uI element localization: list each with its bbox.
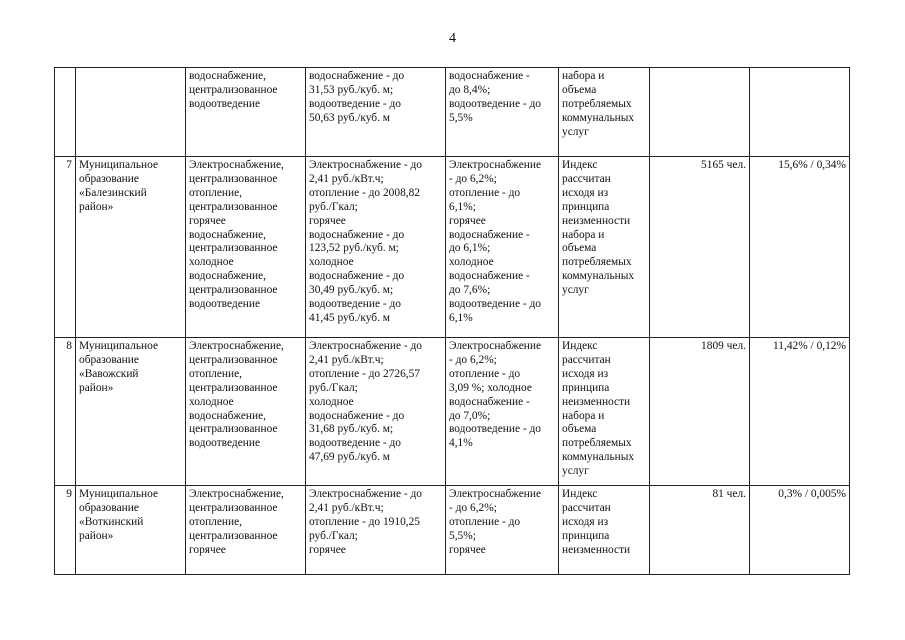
cell-text-line: горячее: [189, 214, 226, 227]
cell-text-line: коммунальных: [562, 451, 635, 464]
cell-text-line: 30,49 руб./куб. м;: [309, 284, 394, 297]
services-cell: [186, 157, 306, 338]
cell-text-line: Муниципальное: [79, 159, 159, 171]
population-cell: [650, 157, 750, 338]
cell-text-line: 6,1%: [449, 311, 473, 324]
cell-text-line: Индекс: [562, 159, 598, 171]
cell-text-line: до 7,0%;: [449, 409, 491, 422]
cell-text-line: 31,68 руб./куб. м;: [309, 423, 394, 436]
cell-text-line: 5,5%;: [449, 529, 476, 542]
cell-text-line: услуг: [562, 465, 589, 478]
population-cell: [650, 68, 750, 157]
municipality-cell: [76, 486, 186, 575]
cell-text-line: руб./Гкал;: [309, 381, 358, 394]
cell-text-line: водоснабжение -: [449, 70, 530, 82]
cell-text-line: водоотведение - до: [309, 298, 401, 311]
cell-text-line: горячее: [309, 543, 346, 556]
cell-text-line: отопление - до: [449, 186, 521, 199]
cell-text-line: набора и: [562, 70, 605, 82]
cell-text-line: рассчитан: [562, 353, 611, 366]
cell-text-line: водоснабжение -: [449, 270, 530, 283]
justification-cell: [559, 157, 650, 338]
cell-text-line: холодное: [309, 256, 354, 269]
indices-cell: [446, 486, 559, 575]
cell-text-line: коммунальных: [562, 270, 635, 283]
cell-text-line: централизованное: [189, 423, 278, 436]
cell-text-line: горячее: [309, 214, 346, 227]
cell-text-line: неизменности: [562, 214, 631, 227]
cell-text-line: отопление,: [189, 367, 242, 380]
cell-text-line: 47,69 руб./куб. м: [309, 451, 390, 464]
cell-text-line: Электроснабжение: [449, 340, 542, 352]
cell-text: 7: [66, 159, 72, 171]
share-cell: [750, 68, 850, 157]
cell-text-line: - до 6,2%;: [449, 353, 497, 366]
cell-text-line: район»: [79, 529, 114, 542]
cell-text-line: 6,1%;: [449, 200, 476, 213]
cell-text: 9: [66, 488, 72, 500]
tariffs-cell: [306, 68, 446, 157]
cell-text-line: принципа: [562, 200, 610, 213]
cell-text-line: 5,5%: [449, 111, 473, 124]
cell-text-line: водоснабжение,: [189, 228, 267, 241]
cell-text-line: отопление - до: [449, 515, 521, 528]
services-cell: [186, 338, 306, 486]
cell-text-line: Электроснабжение - до: [309, 159, 423, 171]
cell-text-line: рассчитан: [562, 172, 611, 185]
cell-text-line: Индекс: [562, 488, 598, 500]
cell-text-line: 3,09 %; холодное: [449, 381, 532, 394]
cell-text-line: «Балезинский: [79, 186, 147, 199]
share-cell: [750, 157, 850, 338]
cell-text-line: водоснабжение -: [449, 228, 530, 241]
cell-text-line: Электроснабжение: [449, 159, 542, 171]
cell-text-line: отопление,: [189, 186, 242, 199]
cell-text-line: централизованное: [189, 200, 278, 213]
cell-text-line: холодное: [189, 256, 234, 269]
share-cell: [750, 338, 850, 486]
cell-text-line: потребляемых: [562, 256, 632, 269]
cell-text-line: водоотведение - до: [309, 97, 401, 110]
table-row: [55, 338, 850, 486]
cell-text-line: коммунальных: [562, 111, 635, 124]
cell-text-line: централизованное: [189, 172, 278, 185]
cell-text: 5165 чел.: [701, 159, 746, 171]
cell-text-line: водоотведение: [189, 437, 260, 450]
table-row: [55, 157, 850, 338]
services-cell: [186, 486, 306, 575]
cell-text-line: исходя из: [562, 515, 609, 528]
cell-text-line: исходя из: [562, 186, 609, 199]
cell-text-line: рассчитан: [562, 501, 611, 514]
tariff-table: [54, 67, 850, 575]
cell-text-line: до 6,1%;: [449, 242, 491, 255]
cell-text-line: водоснабжение - до: [309, 270, 405, 283]
cell-text-line: водоотведение - до: [449, 423, 541, 436]
services-cell: [186, 68, 306, 157]
cell-text-line: 50,63 руб./куб. м: [309, 111, 390, 124]
cell-text: 11,42% / 0,12%: [773, 340, 846, 352]
cell-text-line: район»: [79, 381, 114, 394]
cell-text-line: водоснабжение - до: [309, 409, 405, 422]
cell-text-line: централизованное: [189, 381, 278, 394]
cell-text-line: Электроснабжение - до: [309, 340, 423, 352]
justification-cell: [559, 338, 650, 486]
justification-cell: [559, 486, 650, 575]
cell-text-line: до 8,4%;: [449, 83, 491, 96]
cell-text-line: услуг: [562, 125, 589, 138]
cell-text-line: 2,41 руб./кВт.ч;: [309, 353, 384, 366]
cell-text-line: водоснабжение - до: [309, 70, 405, 82]
share-cell: [750, 486, 850, 575]
cell-text-line: централизованное: [189, 353, 278, 366]
cell-text-line: централизованное: [189, 284, 278, 297]
cell-text-line: набора и: [562, 409, 605, 422]
cell-text: 81 чел.: [712, 488, 746, 500]
cell-text-line: водоснабжение -: [449, 395, 530, 408]
cell-text-line: Электроснабжение,: [189, 488, 284, 500]
cell-text-line: отопление,: [189, 515, 242, 528]
cell-text-line: водоотведение - до: [449, 97, 541, 110]
cell-text-line: 41,45 руб./куб. м: [309, 311, 390, 324]
cell-text: 1809 чел.: [701, 340, 746, 352]
cell-text-line: горячее: [449, 543, 486, 556]
row-number-cell: [55, 68, 76, 157]
cell-text-line: водоотведение - до: [309, 437, 401, 450]
cell-text-line: - до 6,2%;: [449, 501, 497, 514]
cell-text-line: централизованное: [189, 501, 278, 514]
cell-text-line: водоотведение - до: [449, 298, 541, 311]
cell-text-line: 123,52 руб./куб. м;: [309, 242, 399, 255]
cell-text-line: услуг: [562, 284, 589, 297]
population-cell: [650, 486, 750, 575]
cell-text-line: отопление - до: [449, 367, 521, 380]
table-row: [55, 486, 850, 575]
cell-text: 15,6% / 0,34%: [778, 159, 846, 171]
municipality-cell: [76, 68, 186, 157]
cell-text-line: централизованное: [189, 529, 278, 542]
cell-text-line: водоснабжение,: [189, 409, 267, 422]
population-cell: [650, 338, 750, 486]
cell-text-line: «Вавожский: [79, 367, 139, 380]
cell-text-line: принципа: [562, 529, 610, 542]
cell-text-line: холодное: [189, 395, 234, 408]
cell-text-line: 2,41 руб./кВт.ч;: [309, 501, 384, 514]
cell-text-line: потребляемых: [562, 437, 632, 450]
indices-cell: [446, 338, 559, 486]
cell-text-line: горячее: [189, 543, 226, 556]
cell-text-line: руб./Гкал;: [309, 529, 358, 542]
cell-text-line: до 7,6%;: [449, 284, 491, 297]
cell-text-line: набора и: [562, 228, 605, 241]
cell-text-line: Муниципальное: [79, 340, 159, 352]
indices-cell: [446, 68, 559, 157]
cell-text-line: принципа: [562, 381, 610, 394]
cell-text-line: 2,41 руб./кВт.ч;: [309, 172, 384, 185]
cell-text-line: - до 6,2%;: [449, 172, 497, 185]
cell-text-line: объема: [562, 423, 597, 436]
cell-text-line: исходя из: [562, 367, 609, 380]
cell-text-line: централизованное: [189, 83, 278, 96]
cell-text-line: водоотведение: [189, 298, 260, 311]
cell-text-line: образование: [79, 353, 139, 366]
cell-text-line: Электроснабжение,: [189, 340, 284, 352]
row-number-cell: [55, 486, 76, 575]
page-number: 4: [449, 31, 456, 46]
cell-text: 8: [66, 340, 72, 352]
table-row: [55, 68, 850, 157]
cell-text-line: район»: [79, 200, 114, 213]
cell-text-line: 4,1%: [449, 437, 473, 450]
row-number-cell: [55, 338, 76, 486]
municipality-cell: [76, 157, 186, 338]
cell-text-line: холодное: [309, 395, 354, 408]
tariffs-cell: [306, 486, 446, 575]
cell-text-line: отопление - до 2008,82: [309, 186, 420, 199]
cell-text-line: водоснабжение,: [189, 270, 267, 283]
cell-text-line: образование: [79, 172, 139, 185]
cell-text-line: отопление - до 1910,25: [309, 515, 420, 528]
cell-text-line: водоснабжение,: [189, 70, 267, 82]
tariffs-cell: [306, 338, 446, 486]
cell-text-line: Индекс: [562, 340, 598, 352]
cell-text-line: руб./Гкал;: [309, 200, 358, 213]
indices-cell: [446, 157, 559, 338]
justification-cell: [559, 68, 650, 157]
cell-text-line: неизменности: [562, 395, 631, 408]
cell-text-line: водоснабжение - до: [309, 228, 405, 241]
cell-text-line: Электроснабжение - до: [309, 488, 423, 500]
cell-text-line: образование: [79, 501, 139, 514]
cell-text-line: Электроснабжение,: [189, 159, 284, 171]
cell-text-line: водоотведение: [189, 97, 260, 110]
cell-text-line: отопление - до 2726,57: [309, 367, 420, 380]
cell-text-line: горячее: [449, 214, 486, 227]
municipality-cell: [76, 338, 186, 486]
cell-text-line: объема: [562, 242, 597, 255]
cell-text-line: Электроснабжение: [449, 488, 542, 500]
cell-text-line: централизованное: [189, 242, 278, 255]
cell-text-line: 31,53 руб./куб. м;: [309, 83, 394, 96]
row-number-cell: [55, 157, 76, 338]
cell-text-line: холодное: [449, 256, 494, 269]
cell-text: 0,3% / 0,005%: [778, 488, 846, 500]
cell-text-line: объема: [562, 83, 597, 96]
cell-text-line: Муниципальное: [79, 488, 159, 500]
cell-text-line: «Воткинский: [79, 515, 144, 528]
tariffs-cell: [306, 157, 446, 338]
cell-text-line: неизменности: [562, 543, 631, 556]
cell-text-line: потребляемых: [562, 97, 632, 110]
